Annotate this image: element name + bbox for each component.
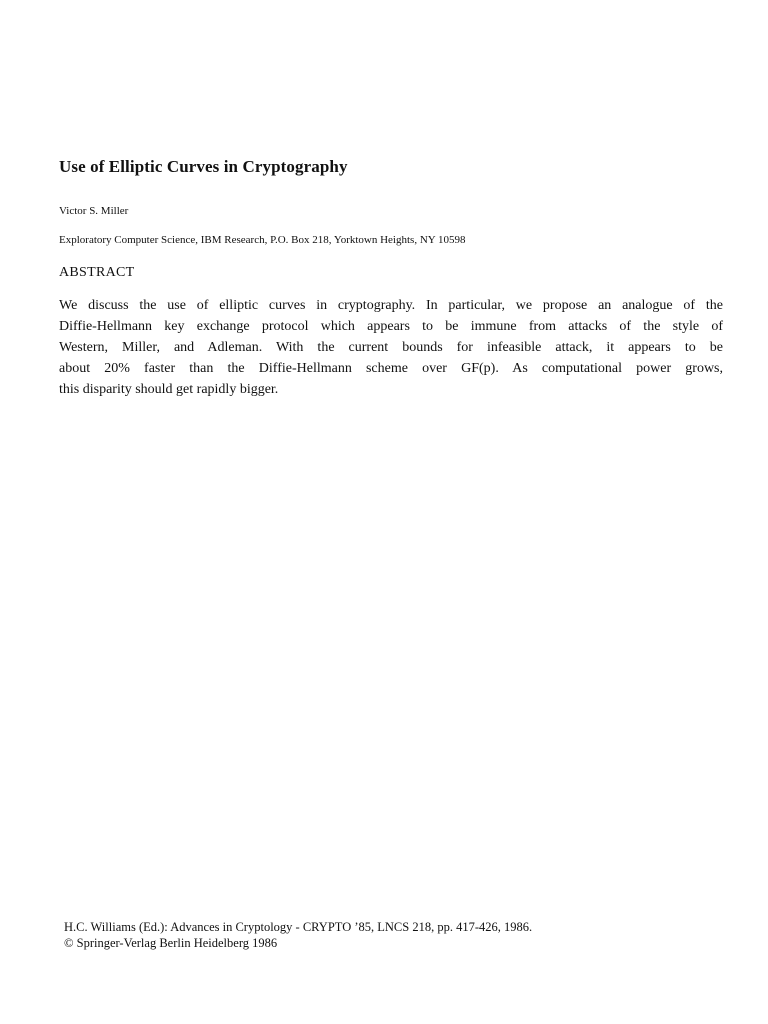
abstract-line: Diffie-Hellmann key exchange protocol which appears to be immune from attacks of the style of [59,319,723,334]
abstract-line: this disparity should get rapidly bigger. [59,382,279,397]
citation-line: H.C. Williams (Ed.): Advances in Cryptology - CRYPTO ’85, LNCS 218, pp. 417-426, 1986. [64,920,533,934]
abstract-heading: ABSTRACT [59,265,135,280]
citation-footer [64,919,532,951]
copyright-line: © Springer-Verlag Berlin Heidelberg 1986 [64,936,278,950]
abstract-line: Western, Miller, and Adleman. With the current bounds for infeasible attack, it appears to be [59,340,723,355]
abstract-line: We discuss the use of elliptic curves in cryptography. In particular, we propose an analogue of the [59,298,723,313]
author-name: Victor S. Miller [59,205,129,217]
author-affiliation: Exploratory Computer Science, IBM Research, P.O. Box 218, Yorktown Heights, NY 10598 [59,234,466,246]
paper-title: Use of Elliptic Curves in Cryptography [59,157,348,176]
abstract-body [59,295,723,400]
abstract-line: about 20% faster than the Diffie-Hellmann scheme over GF(p). As computational power grows, [59,361,723,376]
